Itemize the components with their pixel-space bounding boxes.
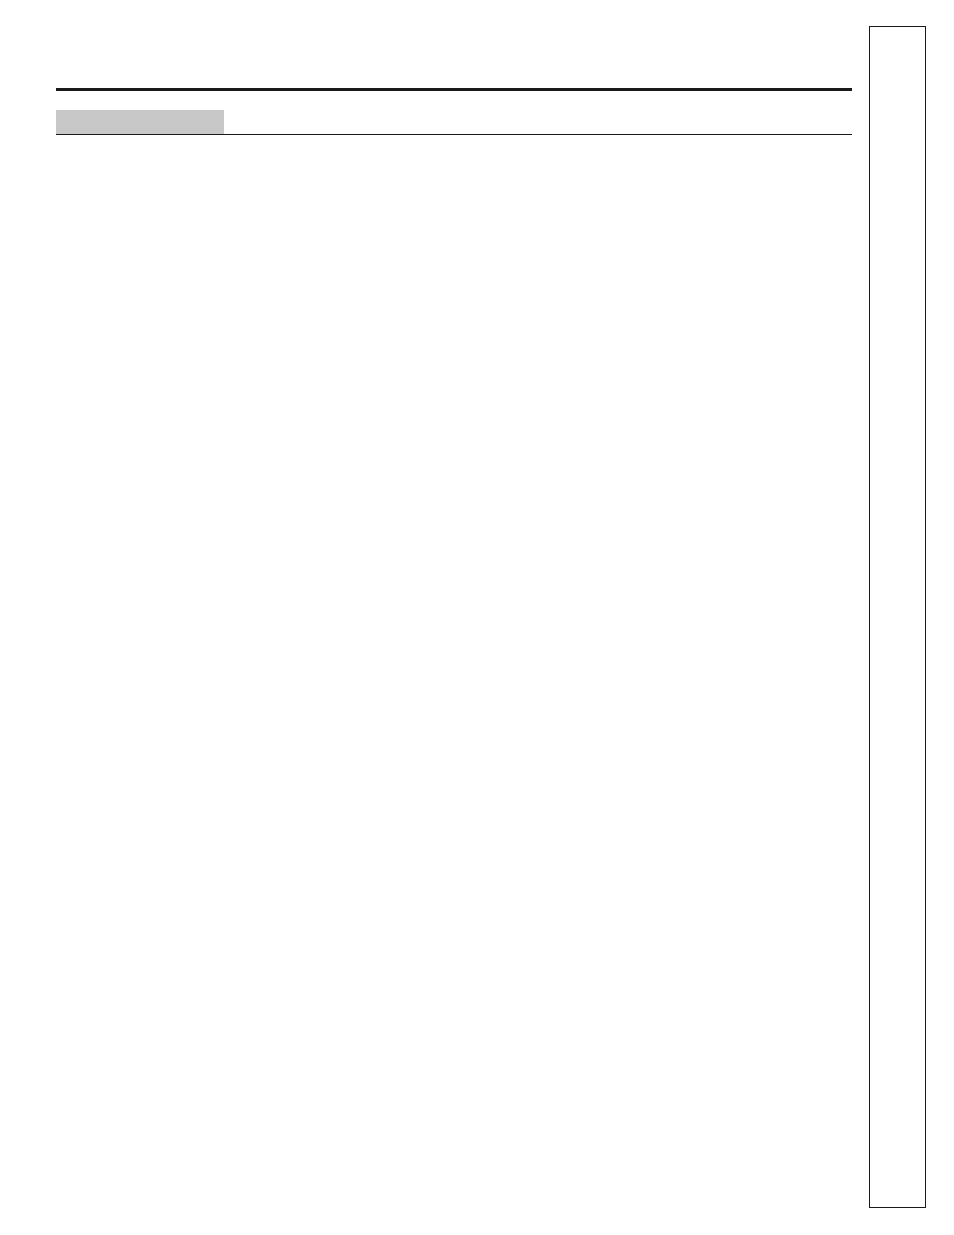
header-causes	[224, 110, 453, 134]
header-solutions	[453, 110, 852, 134]
top-rule	[56, 88, 852, 91]
troubleshooting-table	[56, 110, 852, 135]
header-problem	[56, 110, 224, 134]
table-header	[56, 110, 852, 135]
section-tabs	[869, 26, 926, 1208]
